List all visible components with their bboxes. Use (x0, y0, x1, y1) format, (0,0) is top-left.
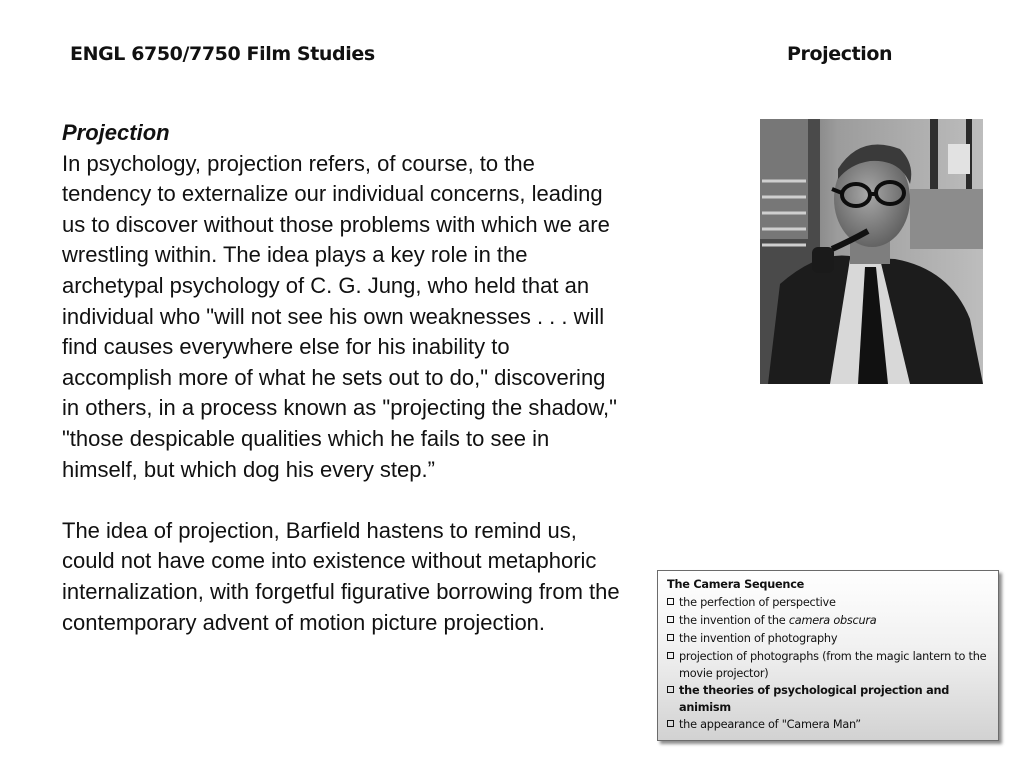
body-text (62, 118, 622, 638)
body-subheading: Projection (62, 120, 170, 145)
checkbox-bullet-icon (667, 598, 674, 605)
checkbox-bullet-icon (667, 616, 674, 623)
slide-title: Projection (787, 43, 893, 65)
paragraph-barfield: The idea of projection, Barfield hastens to remind us, could not have come into existence without metaphoric internalization, with forgetful figurative borrowing from the contemporary advent of motion picture projection. (62, 517, 620, 635)
checkbox-bullet-icon (667, 686, 674, 693)
checkbox-bullet-icon (667, 634, 674, 641)
checkbox-bullet-icon (667, 652, 674, 659)
sequence-item: projection of photographs (from the magic lantern to the movie projector) (667, 648, 990, 682)
sequence-item: the appearance of "Camera Man” (667, 716, 990, 734)
camera-sequence-box (657, 570, 999, 741)
sequence-item: the invention of photography (667, 630, 990, 648)
sequence-item-highlighted: the theories of psychological projection and animism (667, 682, 990, 716)
paragraph-jung: In psychology, projection refers, of course, to the tendency to externalize our individual concerns, leading us to discover without those problems with which we are wrestling within. The idea plays a key role in the archetypal psychology of C. G. Jung, who held that an individual who "will not see his own weaknesses . . . will find causes everywhere else for his inability to accomplish more of what he sets out to do," discovering in others, in a process known as "projecting the shadow," "those despicable qualities which he fails to see in himself, but which dog his every step.” (62, 150, 617, 482)
portrait-photo (760, 119, 983, 384)
camera-sequence-title: The Camera Sequence (667, 578, 805, 591)
checkbox-bullet-icon (667, 720, 674, 727)
sequence-item: the invention of the camera obscura (667, 612, 990, 630)
sequence-item: the perfection of perspective (667, 594, 990, 612)
course-title: ENGL 6750/7750 Film Studies (70, 43, 375, 65)
